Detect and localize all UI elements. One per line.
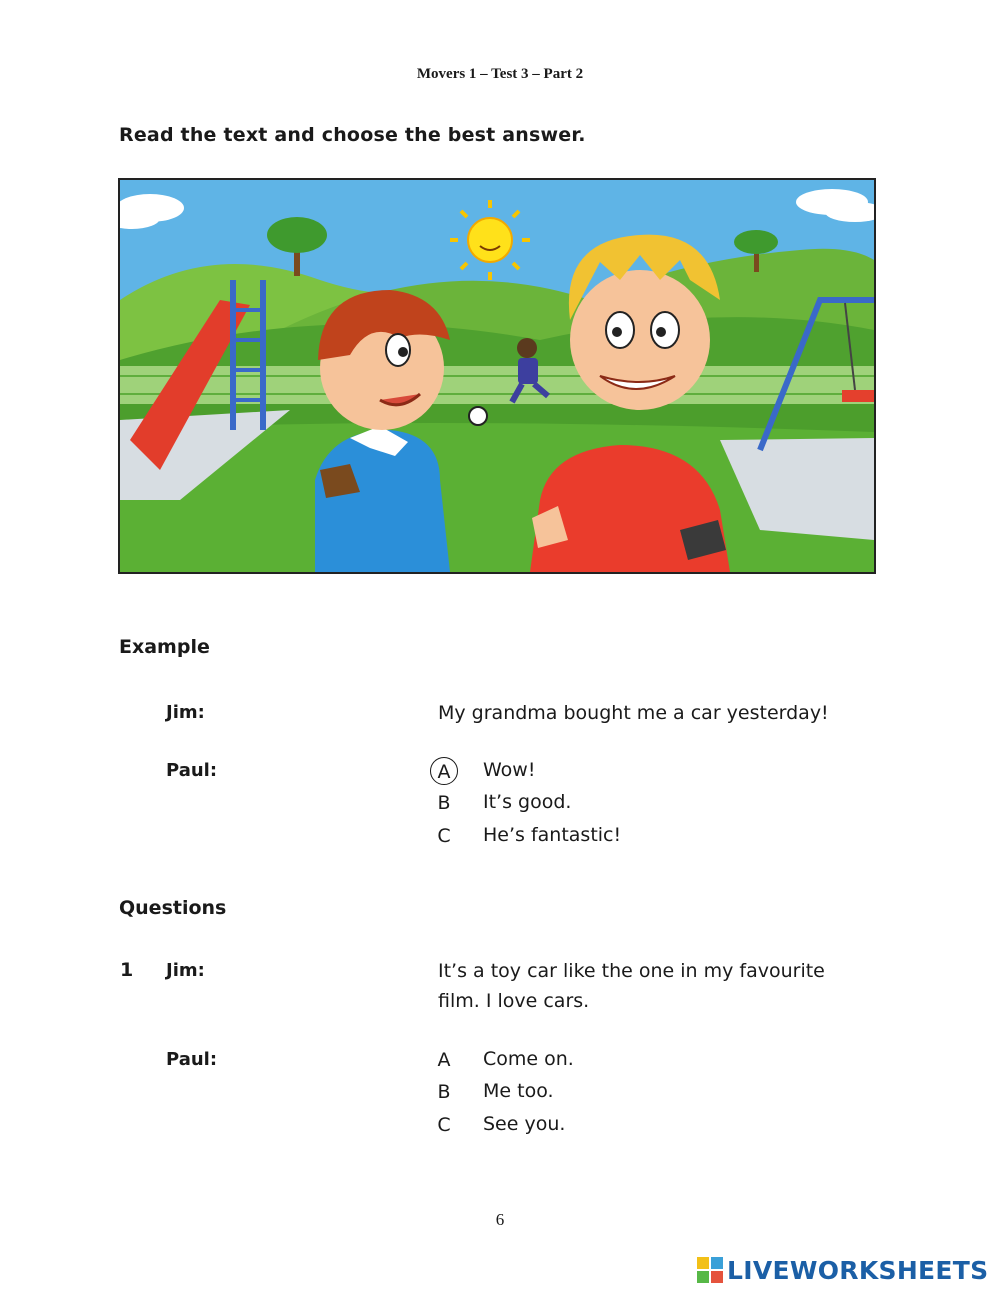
example-option-c[interactable] [430, 822, 622, 854]
page-number: 6 [495, 1210, 505, 1229]
liveworksheets-blocks-icon [697, 1257, 723, 1283]
example-option-a[interactable] [430, 757, 536, 789]
page-header: Movers 1 – Test 3 – Part 2 [416, 66, 584, 82]
option-letter: C [437, 1114, 451, 1136]
question-1-option-c[interactable] [430, 1111, 566, 1143]
question-number: 1 [120, 959, 134, 981]
example-option-b[interactable] [430, 789, 572, 821]
option-letter: C [437, 825, 451, 847]
question-1-speaker-jim: Jim: [166, 960, 205, 981]
option-letter: B [437, 792, 451, 814]
example-speaker-jim: Jim: [166, 702, 205, 723]
liveworksheets-logo [697, 1255, 988, 1285]
park-scene-illustration [118, 178, 876, 574]
option-text: Me too. [483, 1080, 554, 1102]
option-text: It’s good. [483, 791, 572, 813]
example-heading: Example [119, 636, 210, 658]
option-letter-circled: A [430, 757, 458, 785]
option-text: See you. [483, 1113, 566, 1135]
example-jim-line: My grandma bought me a car yesterday! [438, 702, 829, 724]
example-speaker-paul: Paul: [166, 760, 218, 781]
instruction-text: Read the text and choose the best answer. [119, 124, 586, 146]
option-text: Come on. [483, 1048, 574, 1070]
question-1-option-b[interactable] [430, 1078, 554, 1110]
question-1-speaker-paul: Paul: [166, 1049, 218, 1070]
question-1-jim-line-2: film. I love cars. [438, 990, 590, 1012]
question-1-jim-line-1: It’s a toy car like the one in my favourite [438, 960, 825, 982]
option-text: He’s fantastic! [483, 824, 622, 846]
question-1-option-a[interactable] [430, 1046, 574, 1078]
questions-heading: Questions [119, 897, 227, 919]
brand-name: LIVEWORKSHEETS [727, 1255, 989, 1285]
option-text: Wow! [483, 759, 536, 781]
option-letter: A [437, 1049, 451, 1071]
option-letter: B [437, 1081, 451, 1103]
